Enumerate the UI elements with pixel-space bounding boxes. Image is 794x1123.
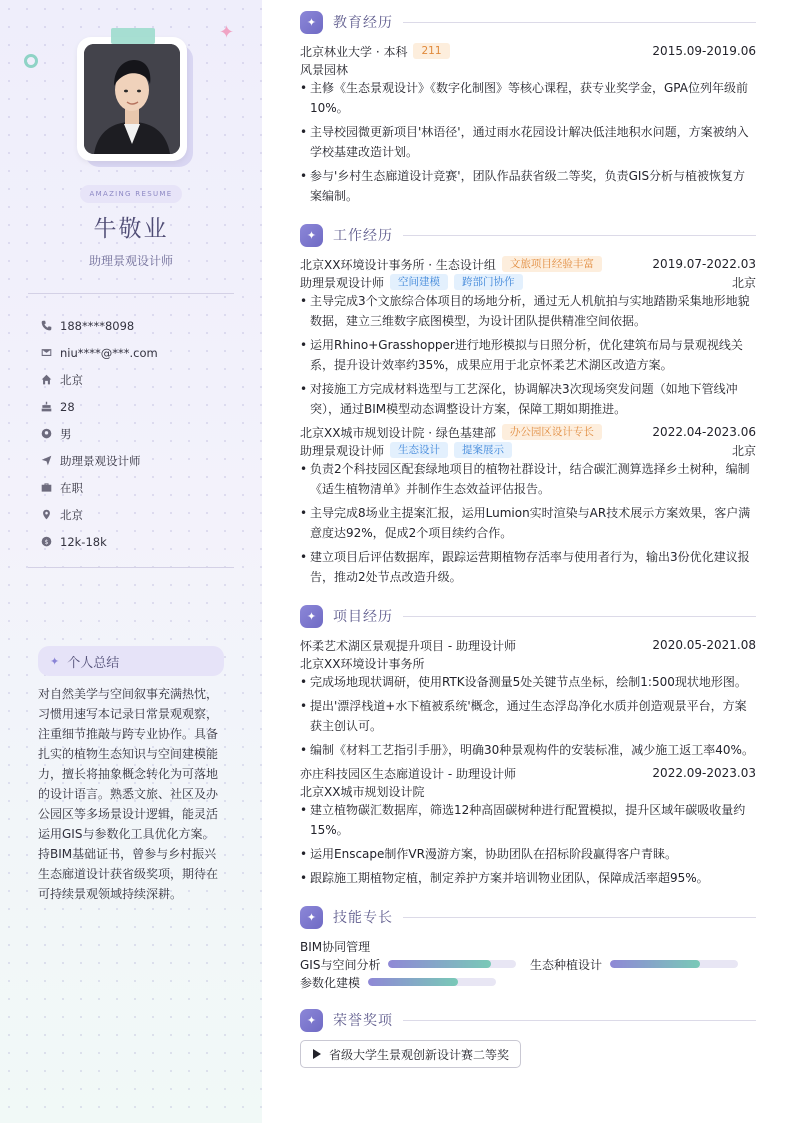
- play-icon: [313, 1049, 321, 1059]
- contact-value: 北京: [60, 507, 83, 522]
- education-major-row: [300, 60, 756, 78]
- contact-target-role: [40, 447, 158, 474]
- job-bullets: [300, 291, 756, 423]
- skill-tag: 空间建模: [390, 274, 448, 290]
- svg-text:$: $: [44, 538, 48, 546]
- project-name: 亦庄科技园区生态廊道设计 - 助理设计师: [300, 766, 516, 781]
- section-work-header: [300, 223, 756, 247]
- contact-value: 在职: [60, 480, 83, 495]
- contact-age: [40, 393, 158, 420]
- section-skills-header: [300, 905, 756, 929]
- sparkle-icon: ✦: [300, 1009, 323, 1032]
- list-item: • 提出'漂浮栈道+水下植被系统'概念，通过生态浮岛净化水质并创造观景平台，方案获主创认可。: [300, 696, 756, 736]
- ring-decoration: [24, 54, 38, 68]
- divider: [28, 293, 234, 294]
- summary-heading: [38, 646, 224, 676]
- company-tag: 文旅项目经验丰富: [502, 256, 602, 272]
- project-date: 2022.09-2023.03: [652, 766, 756, 780]
- skill-level-fill: [610, 960, 700, 968]
- contact-phone: [40, 312, 158, 339]
- skill-name: 参数化建模: [300, 975, 361, 990]
- skill-name: BIM协同管理: [300, 939, 371, 954]
- education-date: 2015.09-2019.06: [652, 44, 756, 58]
- project-org: 北京XX城市规划设计院: [300, 784, 425, 799]
- list-item: • 主修《生态景观设计》《数字化制图》等核心课程，获专业奖学金，GPA位列年级前10%。: [300, 78, 756, 118]
- skill-item: [530, 955, 738, 973]
- section-divider: [403, 235, 756, 236]
- section-divider: [403, 22, 756, 23]
- sparkle-icon: ✦: [219, 22, 235, 43]
- skill-level-fill: [368, 978, 458, 986]
- job-position: 助理景观设计师: [300, 443, 385, 458]
- contact-gender: [40, 420, 158, 447]
- section-title: 荣誉奖项: [333, 1013, 393, 1029]
- mail-icon: [40, 347, 52, 359]
- tape-decoration: [111, 28, 155, 44]
- list-item: • 负责2个科技园区配套绿地项目的植物社群设计，结合碳汇测算选择乡土树种，编制《适生植物清单》并制作生态效益评估报告。: [300, 459, 756, 499]
- job-position: 助理景观设计师: [300, 275, 385, 290]
- contact-value: 188****8098: [60, 318, 135, 333]
- section-divider: [403, 1020, 756, 1021]
- section-divider: [403, 616, 756, 617]
- project-date: 2020.05-2021.08: [652, 638, 756, 652]
- section-divider: [403, 917, 756, 918]
- list-item: • 完成场地现状调研，使用RTK设备测量5处关键节点坐标，绘制1:500现状地形图。: [300, 672, 756, 692]
- list-item: • 建立植物碳汇数据库，筛选12种高固碳树种进行配置模拟，提升区域年碳吸收量约15%。: [300, 800, 756, 840]
- major: 风景园林: [300, 62, 349, 77]
- sparkle-icon: ✦: [300, 605, 323, 628]
- section-title: 技能专长: [333, 910, 393, 926]
- company-tag: 办公园区设计专长: [502, 424, 602, 440]
- skill-name: 生态种植设计: [530, 957, 603, 972]
- project-header-row: [300, 764, 756, 782]
- project-name: 怀柔艺术湖区景观提升项目 - 助理设计师: [300, 638, 516, 653]
- project-org-row: [300, 654, 756, 672]
- contact-value: 北京: [60, 372, 83, 387]
- project-bullets: [300, 800, 756, 892]
- skill-name: GIS与空间分析: [300, 957, 381, 972]
- skill-tag: 跨部门协作: [454, 274, 523, 290]
- contact-list: [40, 312, 158, 555]
- list-item: • 主导完成3个文旅综合体项目的场地分析，通过无人机航拍与实地踏勘采集地形地貌数据，建立三维数字底图模型，为设计团队提供精准空间依据。: [300, 291, 756, 331]
- section-awards-header: [300, 1008, 756, 1032]
- list-item: • 运用Rhino+Grasshopper进行地形模拟与日照分析，优化建筑布局与景观视线关系，提升设计效率约35%，成果应用于北京怀柔艺术湖区改造方案。: [300, 335, 756, 375]
- project-org-row: [300, 782, 756, 800]
- job-date: 2022.04-2023.06: [652, 425, 756, 439]
- job-city: 北京: [731, 443, 756, 458]
- list-item: • 主导校园微更新项目'林语径'，通过雨水花园设计解决低洼地积水问题，方案被纳入学校基建改造计划。: [300, 122, 756, 162]
- location-pin-icon: [40, 509, 52, 521]
- section-projects-header: [300, 604, 756, 628]
- contact-email: [40, 339, 158, 366]
- skill-tag: 提案展示: [454, 442, 512, 458]
- skill-item: [300, 937, 370, 955]
- contact-value: 助理景观设计师: [60, 453, 141, 468]
- summary-title: 个人总结: [67, 655, 120, 671]
- avatar: [84, 44, 180, 154]
- home-icon: [40, 374, 52, 386]
- candidate-name: 牛敬业: [93, 216, 169, 242]
- list-item: • 跟踪施工期植物定植，制定养护方案并培训物业团队，保障成活率超95%。: [300, 868, 756, 888]
- job-city: 北京: [731, 275, 756, 290]
- job-bullets: [300, 459, 756, 591]
- contact-salary: [40, 528, 158, 555]
- section-title: 教育经历: [333, 15, 393, 31]
- school-tag: 211: [413, 43, 449, 59]
- contact-value: 12k-18k: [60, 534, 107, 549]
- sparkle-icon: ✦: [300, 906, 323, 929]
- skill-item: [300, 973, 496, 991]
- job-position-row: [300, 441, 756, 459]
- list-item: • 编制《材料工艺指引手册》，明确30种景观构件的安装标准，减少施工返工率40%。: [300, 740, 756, 760]
- list-item: • 对接施工方完成材料选型与工艺深化，协调解决3次现场突发问题（如地下管线冲突），通过BIM模型动态调整设计方案，保障工期如期推进。: [300, 379, 756, 419]
- list-item: • 主导完成8场业主提案汇报，运用Lumion实时渲染与AR技术展示方案效果，客户满意度达92%，促成2个项目续约合作。: [300, 503, 756, 543]
- contact-value: 28: [60, 399, 75, 414]
- job-position-row: [300, 273, 756, 291]
- company-name: 北京XX城市规划设计院 · 绿色基建部: [300, 425, 496, 440]
- skill-level-bar: [368, 978, 496, 986]
- list-item: • 参与'乡村生态廊道设计竞赛'，团队作品获省级二等奖，负责GIS分析与植被恢复方案编制。: [300, 166, 756, 206]
- section-education-header: [300, 10, 756, 34]
- phone-icon: [40, 320, 52, 332]
- award-item[interactable]: [300, 1040, 521, 1068]
- section-title: 项目经历: [333, 609, 393, 625]
- skill-level-bar: [388, 960, 516, 968]
- sparkle-icon: ✦: [300, 224, 323, 247]
- sidebar: [0, 0, 262, 1123]
- list-item: • 建立项目后评估数据库，跟踪运营期植物存活率与使用者行为，输出3份优化建议报告，推动2处节点改造升级。: [300, 547, 756, 587]
- job-header-row: [300, 423, 756, 441]
- project-header-row: [300, 636, 756, 654]
- job-header-row: [300, 255, 756, 273]
- contact-location: [40, 501, 158, 528]
- company-name: 北京XX环境设计事务所 · 生态设计组: [300, 257, 496, 272]
- contact-status: [40, 474, 158, 501]
- section-title: 工作经历: [333, 228, 393, 244]
- candidate-role: 助理景观设计师: [88, 254, 173, 268]
- skill-level-bar: [610, 960, 738, 968]
- contact-value: 男: [60, 426, 72, 441]
- contact-residence: [40, 366, 158, 393]
- skill-item: [300, 955, 516, 973]
- salary-icon: [40, 536, 52, 548]
- project-org: 北京XX环境设计事务所: [300, 656, 425, 671]
- list-item: • 运用Enscape制作VR漫游方案，协助团队在招标阶段赢得客户青睐。: [300, 844, 756, 864]
- education-bullets: [300, 78, 756, 210]
- skill-tag: 生态设计: [390, 442, 448, 458]
- divider: [28, 567, 234, 568]
- sparkle-icon: ✦: [50, 654, 60, 668]
- skill-level-fill: [388, 960, 490, 968]
- job-date: 2019.07-2022.03: [652, 257, 756, 271]
- contact-value: niu****@***.com: [60, 345, 158, 360]
- summary-text: 对自然美学与空间叙事充满热忱，习惯用速写本记录日常景观观察，注重细节推敲与跨专业协作。具备扎实的植物生态知识与空间建模能力，擅长将抽象概念转化为可落地的设计语言。熟悉文旅、社区及办公园区等多场景设计逻辑，能灵活运用GIS与参数化工具优化方案。持BIM基础证书，曾参与乡村振兴生态廊道设计获省级奖项，期待在可持续景观领域持续深耕。: [38, 687, 219, 901]
- send-icon: [40, 455, 52, 467]
- project-bullets: [300, 672, 756, 764]
- profile-photo-card: [77, 37, 187, 161]
- education-row: [300, 42, 756, 60]
- cake-icon: [40, 401, 52, 413]
- sparkle-icon: ✦: [300, 11, 323, 34]
- resume-badge: AMAZING RESUME: [80, 185, 182, 203]
- award-name: 省级大学生景观创新设计赛二等奖: [329, 1047, 510, 1062]
- gender-icon: [40, 428, 52, 440]
- school-name: 北京林业大学 · 本科: [300, 44, 408, 59]
- briefcase-icon: [40, 482, 52, 494]
